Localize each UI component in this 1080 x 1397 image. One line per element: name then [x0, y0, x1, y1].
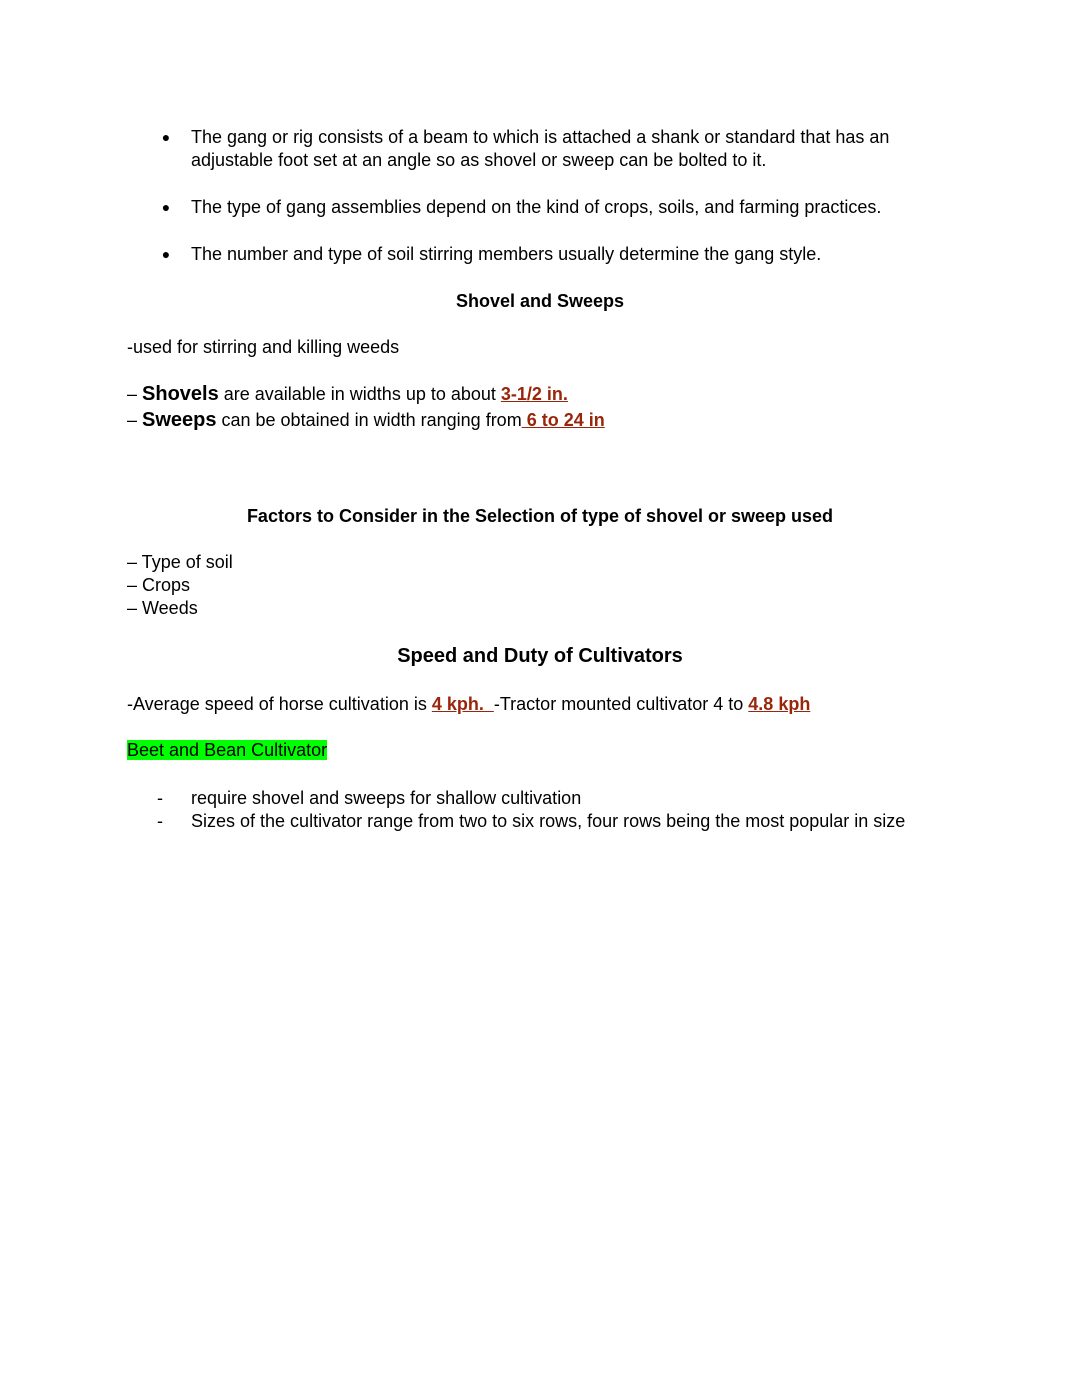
horse-speed-value: 4 kph. [431, 694, 494, 714]
sweeps-line [127, 409, 605, 432]
shovels-term: Shovels [142, 383, 219, 405]
beet-list-item: Sizes of the cultivator range from two to six rows, four rows being the most popular in size [191, 811, 906, 831]
beet-list-item: require shovel and sweeps for shallow cultivation [191, 788, 582, 808]
used-for-text: -used for stirring and killing weeds [127, 337, 400, 357]
sweeps-description: can be obtained in width ranging from [216, 410, 522, 430]
factor-item: – Weeds [127, 598, 198, 618]
bullet-marker: ● [161, 246, 171, 262]
shovels-line [127, 383, 568, 406]
tractor-speed-value: 4.8 kph [748, 694, 811, 714]
shovels-width-value: 3-1/2 in. [500, 384, 568, 404]
sweeps-width-value: 6 to 24 in [521, 410, 605, 430]
factor-item: – Type of soil [127, 552, 233, 572]
speed-prefix: -Average speed of horse cultivation is [127, 694, 432, 714]
bullet-text-line: The gang or rig consists of a beam to which is attached a shank or standard that has an [191, 127, 890, 147]
highlighted-text: Beet and Bean Cultivator [127, 740, 328, 760]
bullet-marker: ● [161, 199, 171, 215]
beet-bean-heading [127, 739, 327, 762]
bullet-text-line: The type of gang assemblies depend on the kind of crops, soils, and farming practices. [191, 197, 882, 217]
dash-marker: – [127, 384, 143, 404]
factor-item: – Crops [127, 575, 191, 595]
bullet-text-line: The number and type of soil stirring members usually determine the gang style. [191, 244, 822, 264]
speed-line [127, 693, 810, 716]
section-heading-speed: Speed and Duty of Cultivators [397, 645, 683, 667]
dash-marker: - [157, 811, 163, 831]
dash-marker: – [127, 410, 143, 430]
section-heading-factors: Factors to Consider in the Selection of type of shovel or sweep used [246, 506, 834, 526]
sweeps-term: Sweeps [142, 409, 217, 431]
bullet-text-line: adjustable foot set at an angle so as shovel or sweep can be bolted to it. [191, 150, 767, 170]
speed-middle: -Tractor mounted cultivator 4 to [493, 694, 749, 714]
shovels-description: are available in widths up to about [218, 384, 501, 404]
bullet-marker: ● [161, 129, 171, 145]
dash-marker: - [157, 788, 163, 808]
section-heading-shovel: Shovel and Sweeps [455, 291, 625, 311]
